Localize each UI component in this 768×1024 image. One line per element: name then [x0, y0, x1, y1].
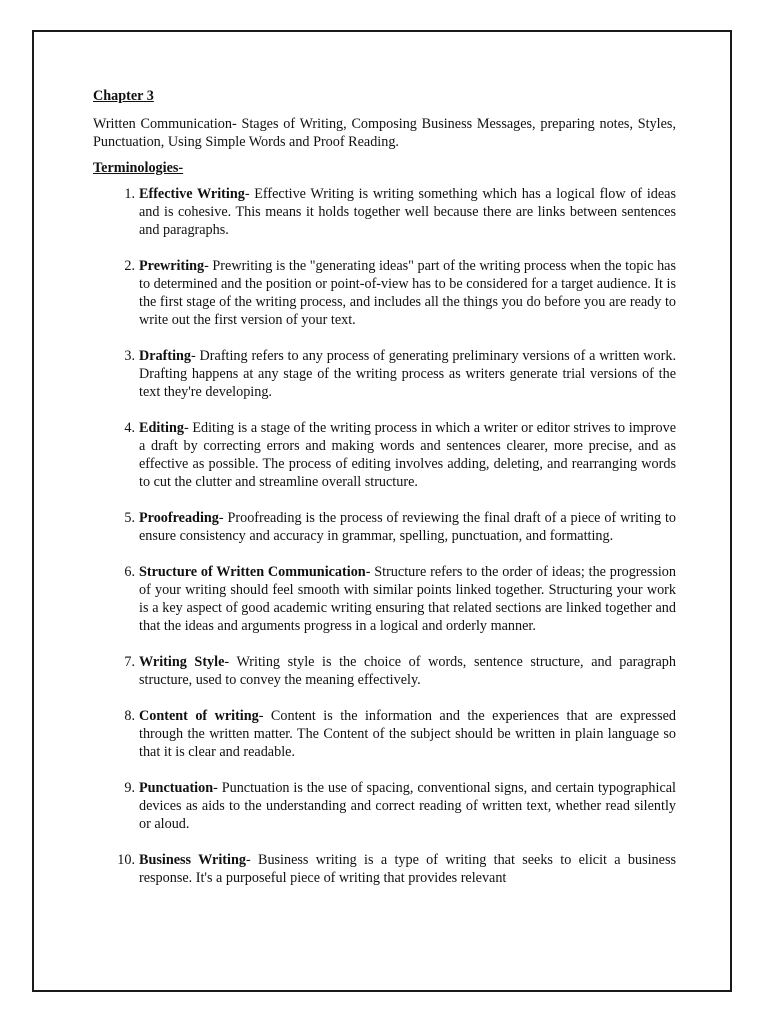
term-body	[139, 779, 676, 833]
term-name: Punctuation	[139, 780, 214, 796]
term-item	[93, 653, 676, 689]
term-number: 6.	[124, 564, 135, 580]
term-item	[93, 347, 676, 401]
term-body	[139, 851, 676, 887]
term-item	[93, 563, 676, 635]
term-definition: - Punctuation is the use of spacing, conventional signs, and certain typographical devices as aids to the understanding and correct reading of written text, whether read silently or aloud.	[139, 780, 676, 832]
term-name: Content of writing	[139, 708, 259, 724]
term-definition: - Effective Writing is writing something which has a logical flow of ideas and is cohesive. This means it holds together well because there are links between sentences and paragraphs.	[139, 186, 676, 238]
term-number: 1.	[124, 186, 135, 202]
term-name: Prewriting	[139, 258, 205, 274]
terminology-list	[93, 185, 676, 887]
term-definition: - Drafting refers to any process of generating preliminary versions of a written work. Drafting happens at any stage of the writing process as writers generate trial versions of the text they're developing.	[139, 348, 676, 400]
term-definition: - Structure refers to the order of ideas; the progression of your writing should feel smooth with similar points linked together. Structuring your work is a key aspect of good academic writing ensuring that related sections are linked together and that the ideas and arguments progress in a logical and orderly manner.	[139, 564, 676, 634]
term-item	[93, 509, 676, 545]
term-definition: - Proofreading is the process of reviewing the final draft of a piece of writing to ensure consistency and accuracy in grammar, spelling, punctuation, and formatting.	[139, 510, 676, 544]
term-body	[139, 509, 676, 545]
term-number: 2.	[124, 258, 135, 274]
term-number: 5.	[124, 510, 135, 526]
term-body	[139, 419, 676, 491]
term-number: 4.	[124, 420, 135, 436]
document-body	[93, 87, 676, 905]
term-item	[93, 707, 676, 761]
term-name: Proofreading	[139, 510, 219, 526]
term-body	[139, 653, 676, 689]
term-number: 7.	[124, 654, 135, 670]
term-name: Business Writing	[139, 852, 246, 868]
term-body	[139, 707, 676, 761]
chapter-title: Chapter 3	[93, 88, 154, 104]
term-name: Writing Style	[139, 654, 225, 670]
term-name: Drafting	[139, 348, 192, 364]
term-body	[139, 257, 676, 329]
term-body	[139, 563, 676, 635]
term-definition: - Business writing is a type of writing that seeks to elicit a business response. It's a purposeful piece of writing that provides relevant	[139, 852, 676, 886]
term-number: 10.	[117, 852, 135, 868]
term-name: Effective Writing	[139, 186, 245, 202]
term-definition: - Writing style is the choice of words, sentence structure, and paragraph structure, used to convey the meaning effectively.	[139, 654, 676, 688]
term-item	[93, 779, 676, 833]
chapter-intro: Written Communication- Stages of Writing, Composing Business Messages, preparing notes, Styles, Punctuation, Using Simple Words and Proof Reading.	[93, 116, 676, 150]
term-number: 3.	[124, 348, 135, 364]
term-body	[139, 185, 676, 239]
term-number: 8.	[124, 708, 135, 724]
term-item	[93, 185, 676, 239]
term-name: Structure of Written Communication	[139, 564, 366, 580]
term-body	[139, 347, 676, 401]
term-item	[93, 419, 676, 491]
term-definition: - Content is the information and the experiences that are expressed through the written matter. The Content of the subject should be written in plain language so that it is clear and readable.	[139, 708, 676, 760]
terminologies-heading: Terminologies-	[93, 160, 184, 176]
term-name: Editing	[139, 420, 184, 436]
term-item	[93, 257, 676, 329]
term-item	[93, 851, 676, 887]
term-definition: - Prewriting is the "generating ideas" part of the writing process when the topic has to determined and the position or point-of-view has to be considered for a target audience. It is the first stage of the writing process, and includes all the things you do before you are ready to write out the first version of your text.	[139, 258, 676, 328]
term-definition: - Editing is a stage of the writing process in which a writer or editor strives to improve a draft by correcting errors and making words and sentences clearer, more precise, and as effective as possible. The process of editing involves adding, deleting, and rearranging words to cut the clutter and streamline overall structure.	[139, 420, 676, 490]
term-number: 9.	[124, 780, 135, 796]
